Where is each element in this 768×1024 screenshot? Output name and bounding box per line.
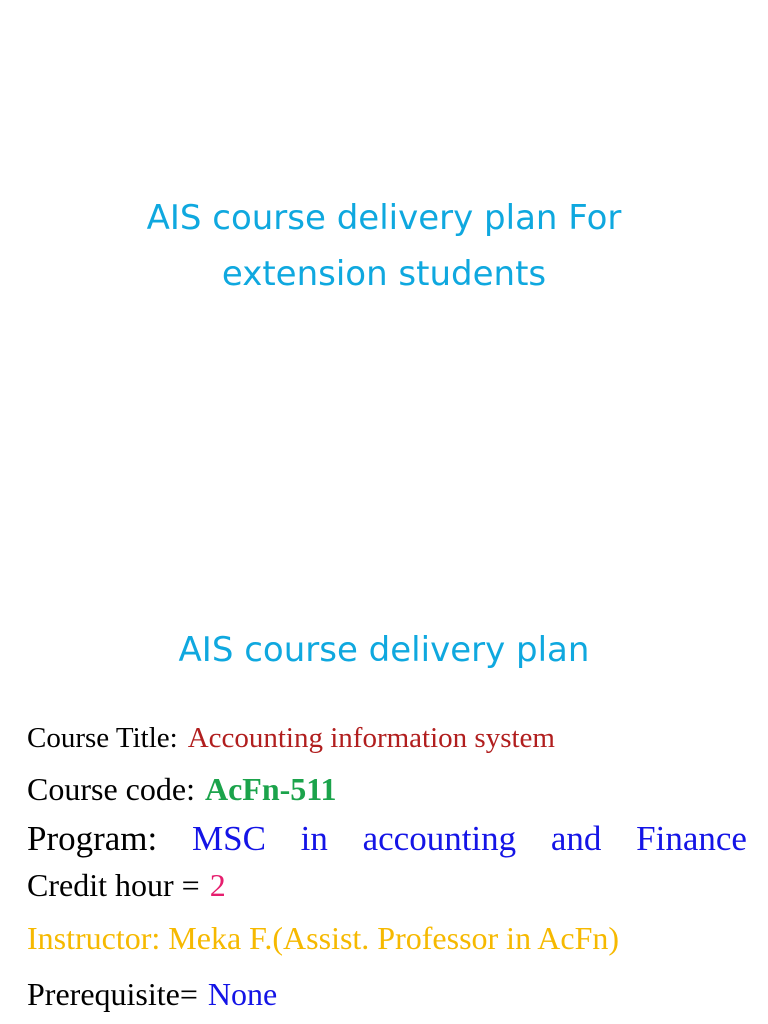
slide-2-title: AIS course delivery plan bbox=[178, 630, 590, 670]
instructor-row bbox=[27, 908, 747, 968]
course-code-value: AcFn-511 bbox=[204, 771, 337, 807]
course-title-row bbox=[27, 714, 747, 762]
program-word-4: and bbox=[550, 819, 602, 858]
program-row bbox=[27, 816, 747, 862]
slide-1-title-line-1: AIS course delivery plan For bbox=[146, 198, 622, 238]
credit-hour-row bbox=[27, 862, 747, 908]
course-details bbox=[27, 714, 747, 1020]
program-word-5: Finance bbox=[636, 819, 747, 858]
course-title-label: Course Title: bbox=[27, 722, 178, 754]
program-word-1: MSC bbox=[191, 819, 266, 858]
prerequisite-value: None bbox=[207, 976, 278, 1012]
program-word-2: in bbox=[300, 819, 328, 858]
course-title-value: Accounting information system bbox=[187, 722, 555, 754]
course-code-label: Course code: bbox=[27, 771, 195, 807]
prerequisite-row bbox=[27, 968, 747, 1020]
slide-1-title bbox=[0, 190, 768, 302]
credit-hour-value: 2 bbox=[209, 867, 226, 903]
program-word-3: accounting bbox=[362, 819, 517, 858]
program-label: Program: bbox=[27, 819, 158, 858]
slide-1-title-line-2: extension students bbox=[221, 254, 547, 294]
credit-hour-label: Credit hour = bbox=[27, 867, 200, 903]
prerequisite-label: Prerequisite= bbox=[27, 976, 198, 1012]
course-code-row bbox=[27, 762, 747, 816]
instructor-text: Instructor: Meka F.(Assist. Professor in AcFn) bbox=[27, 920, 620, 956]
